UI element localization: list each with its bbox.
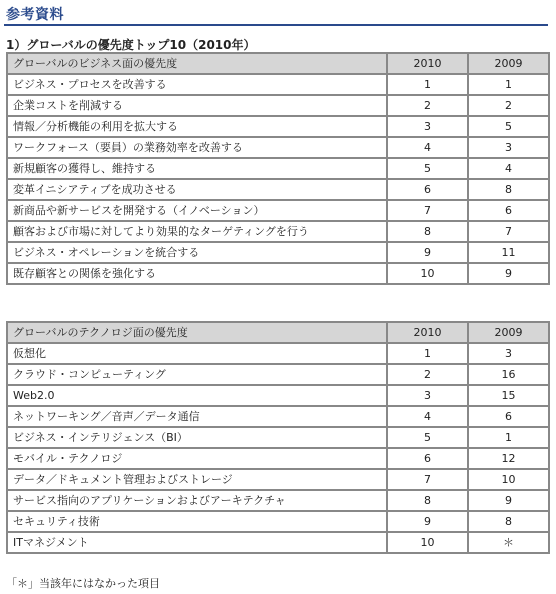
table-row [8,222,548,241]
business-priority-table [6,52,550,285]
priority-label: 既存顧客との関係を強化する [8,264,386,283]
rank-2009: 10 [469,470,548,489]
rank-2009: 8 [469,512,548,531]
rank-2010: 3 [388,386,467,405]
table-header-row [8,54,548,73]
rank-2010: 2 [388,365,467,384]
table-row [8,138,548,157]
priority-label: ITマネジメント [8,533,386,552]
table-row [8,449,548,468]
column-header-2010: 2010 [388,323,467,342]
rank-2009: 11 [469,243,548,262]
priority-label: ビジネス・インテリジェンス（BI） [8,428,386,447]
rank-2010: 8 [388,491,467,510]
title-divider [4,24,548,26]
table-row [8,264,548,283]
column-header-2009: 2009 [469,54,548,73]
rank-2009: 1 [469,428,548,447]
table-row [8,470,548,489]
table-row [8,344,548,363]
rank-2009: 1 [469,75,548,94]
column-header-priority: グローバルのテクノロジ面の優先度 [8,323,386,342]
rank-2009: 9 [469,264,548,283]
table-row [8,75,548,94]
rank-2009: 3 [469,138,548,157]
rank-2009: 15 [469,386,548,405]
technology-priority-table [6,321,550,554]
rank-2010: 7 [388,201,467,220]
rank-2010: 5 [388,159,467,178]
priority-label: ビジネス・オペレーションを統合する [8,243,386,262]
priority-label: データ／ドキュメント管理およびストレージ [8,470,386,489]
rank-2009: 16 [469,365,548,384]
rank-2010: 4 [388,138,467,157]
table-row [8,386,548,405]
rank-2010: 1 [388,344,467,363]
rank-2010: 6 [388,449,467,468]
table-row [8,428,548,447]
table-row [8,201,548,220]
table-row [8,491,548,510]
section-title: 1）グローバルの優先度トップ10（2010年） [6,38,256,52]
rank-2010: 4 [388,407,467,426]
table-row [8,512,548,531]
table-row [8,180,548,199]
table-row [8,159,548,178]
priority-label: 新規顧客の獲得し、維持する [8,159,386,178]
priority-label: Web2.0 [8,386,386,405]
table-row [8,117,548,136]
rank-2009: 4 [469,159,548,178]
rank-2009: 9 [469,491,548,510]
priority-label: 新商品や新サービスを開発する（イノベーション） [8,201,386,220]
page-title: 参考資料 [6,7,64,23]
rank-2009: 6 [469,201,548,220]
rank-2010: 5 [388,428,467,447]
table-header-row [8,323,548,342]
footnote: 「＊」当該年にはなかった項目 [6,577,160,590]
priority-label: サービス指向のアプリケーションおよびアーキテクチャ [8,491,386,510]
rank-2010: 10 [388,533,467,552]
priority-label: ビジネス・プロセスを改善する [8,75,386,94]
table-row [8,243,548,262]
table-row [8,533,548,552]
rank-2009: 3 [469,344,548,363]
rank-2009: 6 [469,407,548,426]
rank-2009: 12 [469,449,548,468]
column-header-2009: 2009 [469,323,548,342]
rank-2009: ＊ [469,533,548,552]
rank-2010: 10 [388,264,467,283]
priority-label: ネットワーキング／音声／データ通信 [8,407,386,426]
rank-2010: 2 [388,96,467,115]
rank-2010: 9 [388,243,467,262]
priority-label: セキュリティ技術 [8,512,386,531]
rank-2010: 1 [388,75,467,94]
rank-2010: 6 [388,180,467,199]
priority-label: 企業コストを削減する [8,96,386,115]
priority-label: 情報／分析機能の利用を拡大する [8,117,386,136]
rank-2009: 7 [469,222,548,241]
table-row [8,365,548,384]
priority-label: モバイル・テクノロジ [8,449,386,468]
priority-label: 仮想化 [8,344,386,363]
priority-label: 顧客および市場に対してより効果的なターゲティングを行う [8,222,386,241]
rank-2010: 9 [388,512,467,531]
table-row [8,407,548,426]
column-header-2010: 2010 [388,54,467,73]
rank-2009: 5 [469,117,548,136]
rank-2010: 7 [388,470,467,489]
rank-2009: 2 [469,96,548,115]
priority-label: ワークフォース（要員）の業務効率を改善する [8,138,386,157]
column-header-priority: グローバルのビジネス面の優先度 [8,54,386,73]
rank-2010: 8 [388,222,467,241]
table-row [8,96,548,115]
rank-2009: 8 [469,180,548,199]
rank-2010: 3 [388,117,467,136]
priority-label: クラウド・コンピューティング [8,365,386,384]
priority-label: 変革イニシアティブを成功させる [8,180,386,199]
